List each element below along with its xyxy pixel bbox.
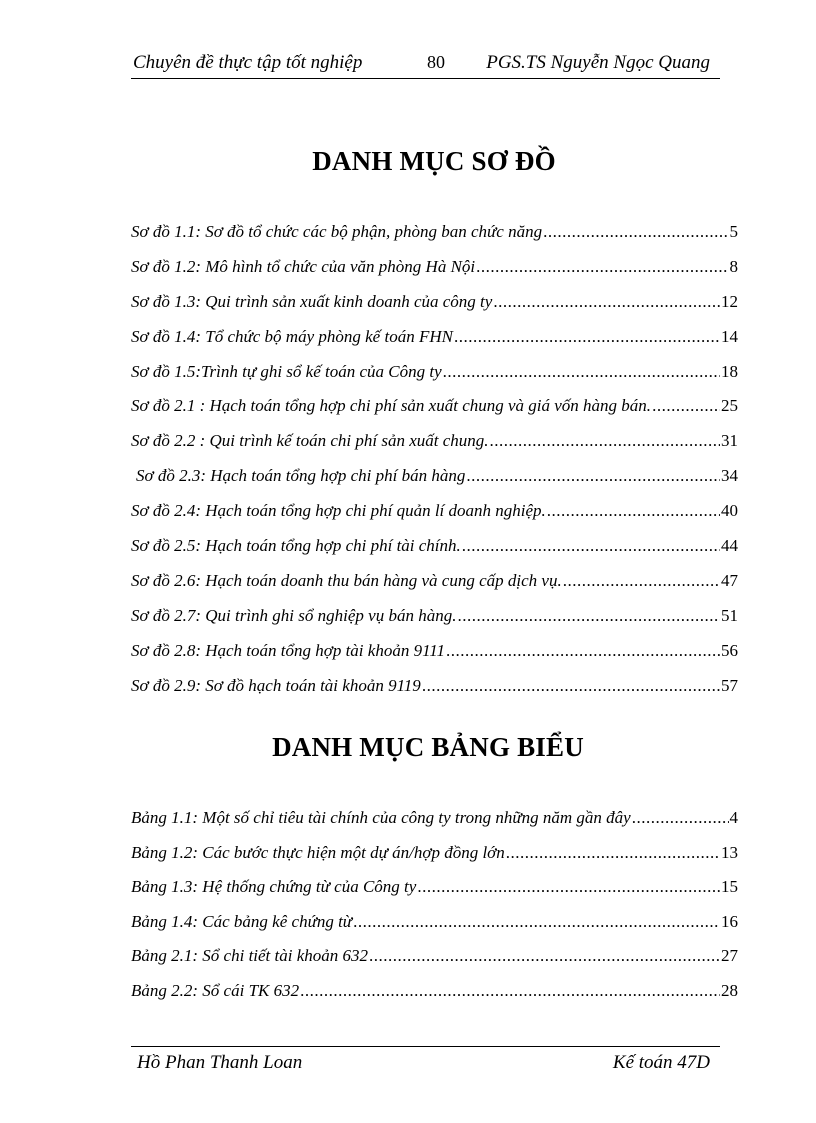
leader-dots xyxy=(422,676,720,696)
toc-entry-label: Bảng 2.2: Sổ cái TK 632 xyxy=(131,980,300,1000)
toc-entry-label: Sơ đồ 1.1: Sơ đồ tổ chức các bộ phận, phòng ban chức năng xyxy=(131,222,543,241)
toc-entry-page: 13 xyxy=(721,842,738,862)
toc-entry-page: 15 xyxy=(721,877,738,897)
toc-entry[interactable] xyxy=(131,641,738,676)
header-supervisor: PGS.TS Nguyễn Ngọc Quang xyxy=(486,52,710,73)
toc-entry-page: 18 xyxy=(721,361,738,381)
toc-entry-page: 8 xyxy=(729,256,738,276)
leader-dots xyxy=(490,431,720,451)
toc-entry-page: 57 xyxy=(721,675,738,695)
toc-entry[interactable] xyxy=(131,676,738,711)
toc-entry[interactable] xyxy=(131,292,738,327)
header-document-title: Chuyên đề thực tập tốt nghiệp xyxy=(133,52,363,73)
toc-entry-label: Bảng 1.3: Hệ thống chứng từ của Công ty xyxy=(131,877,417,897)
leader-dots xyxy=(300,981,720,1001)
toc-entry-label: Sơ đồ 2.7: Qui trình ghi sổ nghiệp vụ bán hàng. xyxy=(131,605,457,625)
toc-entry-label: Bảng 1.1: Một số chỉ tiêu tài chính của công ty trong những năm gần đây xyxy=(131,808,631,827)
toc-entry-label: Sơ đồ 2.9: Sơ đồ hạch toán tài khoản 9119 xyxy=(131,675,421,695)
toc-entry[interactable] xyxy=(131,466,738,501)
leader-dots xyxy=(563,571,720,591)
leader-dots xyxy=(417,877,720,897)
toc-entry-page: 34 xyxy=(721,466,738,486)
toc-entry[interactable] xyxy=(131,222,738,257)
toc-entry-label: Bảng 1.2: Các bước thực hiện một dự án/hợp đồng lớn xyxy=(131,842,505,862)
leader-dots xyxy=(457,606,720,626)
diagram-list-title: DANH MỤC SƠ ĐỒ xyxy=(312,146,556,176)
toc-entry-page: 28 xyxy=(721,980,738,1000)
leader-dots xyxy=(446,641,720,661)
leader-dots xyxy=(543,222,728,242)
toc-entry[interactable] xyxy=(131,606,738,641)
toc-entry-label: Sơ đồ 2.2 : Qui trình kế toán chi phí sản xuất chung. xyxy=(131,431,489,451)
toc-entry-page: 31 xyxy=(721,431,738,451)
leader-dots xyxy=(462,536,720,556)
page-footer xyxy=(131,1046,720,1077)
toc-entry[interactable] xyxy=(131,257,738,292)
leader-dots xyxy=(454,327,720,347)
toc-entry-label: Bảng 2.1: Sổ chi tiết tài khoản 632 xyxy=(131,946,369,966)
toc-entry-page: 25 xyxy=(721,396,738,416)
toc-entry[interactable] xyxy=(131,808,738,843)
toc-entry[interactable] xyxy=(131,327,738,362)
toc-entry-page: 12 xyxy=(721,291,738,311)
toc-entry[interactable] xyxy=(131,396,738,431)
toc-entry-page: 27 xyxy=(721,946,738,966)
toc-entry-label: Sơ đồ 2.1 : Hạch toán tổng hợp chi phí sản xuất chung và giá vốn hàng bán. xyxy=(131,396,652,416)
toc-entry-page: 16 xyxy=(721,911,738,931)
toc-entry-label: Sơ đồ 1.5:Trình tự ghi sổ kế toán của Công ty xyxy=(131,361,442,381)
toc-entry[interactable] xyxy=(131,843,738,878)
leader-dots xyxy=(652,396,720,416)
leader-dots xyxy=(547,501,720,521)
toc-entry[interactable] xyxy=(131,981,738,1016)
toc-entry-label: Sơ đồ 1.2: Mô hình tổ chức của văn phòng Hà Nội xyxy=(131,256,476,276)
toc-entry-label: Sơ đồ 2.8: Hạch toán tổng hợp tài khoản 9111 xyxy=(131,640,446,660)
toc-entry[interactable] xyxy=(131,912,738,947)
toc-entry-page: 44 xyxy=(721,536,738,556)
toc-entry-page: 14 xyxy=(721,326,738,346)
footer-class: Kế toán 47D xyxy=(612,1052,710,1073)
diagram-list xyxy=(131,222,738,710)
toc-entry[interactable] xyxy=(131,946,738,981)
toc-entry-label: Sơ đồ 2.5: Hạch toán tổng hợp chi phí tài chính. xyxy=(131,536,461,556)
toc-entry[interactable] xyxy=(131,877,738,912)
toc-entry[interactable] xyxy=(131,431,738,466)
toc-entry-page: 5 xyxy=(729,222,738,241)
toc-entry-page: 40 xyxy=(721,501,738,521)
header-page-number: 80 xyxy=(427,52,445,72)
toc-entry[interactable] xyxy=(131,362,738,397)
toc-entry-page: 47 xyxy=(721,570,738,590)
toc-entry-label: Sơ đồ 1.4: Tổ chức bộ máy phòng kế toán FHN xyxy=(131,326,453,346)
table-list-title: DANH MỤC BẢNG BIỂU xyxy=(272,732,584,762)
toc-entry-page: 4 xyxy=(729,808,738,827)
toc-entry[interactable] xyxy=(131,536,738,571)
toc-entry-label: Sơ đồ 2.6: Hạch toán doanh thu bán hàng và cung cấp dịch vụ. xyxy=(131,570,562,590)
leader-dots xyxy=(369,946,720,966)
toc-entry-label: Sơ đồ 2.4: Hạch toán tổng hợp chi phí quản lí doanh nghiệp. xyxy=(131,501,546,521)
table-list xyxy=(131,808,738,1016)
footer-author: Hồ Phan Thanh Loan xyxy=(137,1052,303,1073)
leader-dots xyxy=(493,292,720,312)
toc-entry-label: Bảng 1.4: Các bảng kê chứng từ xyxy=(131,911,353,931)
leader-dots xyxy=(476,257,728,277)
toc-entry[interactable] xyxy=(131,501,738,536)
toc-entry-page: 51 xyxy=(721,605,738,625)
toc-entry-label: Sơ đồ 2.3: Hạch toán tổng hợp chi phí bán hàng xyxy=(136,466,466,486)
leader-dots xyxy=(466,466,720,486)
toc-entry-page: 56 xyxy=(721,640,738,660)
leader-dots xyxy=(443,362,720,382)
toc-entry-label: Sơ đồ 1.3: Qui trình sản xuất kinh doanh của công ty xyxy=(131,291,493,311)
leader-dots xyxy=(506,843,720,863)
toc-entry[interactable] xyxy=(131,571,738,606)
leader-dots xyxy=(353,912,720,932)
leader-dots xyxy=(632,808,729,828)
page-header xyxy=(131,52,720,79)
